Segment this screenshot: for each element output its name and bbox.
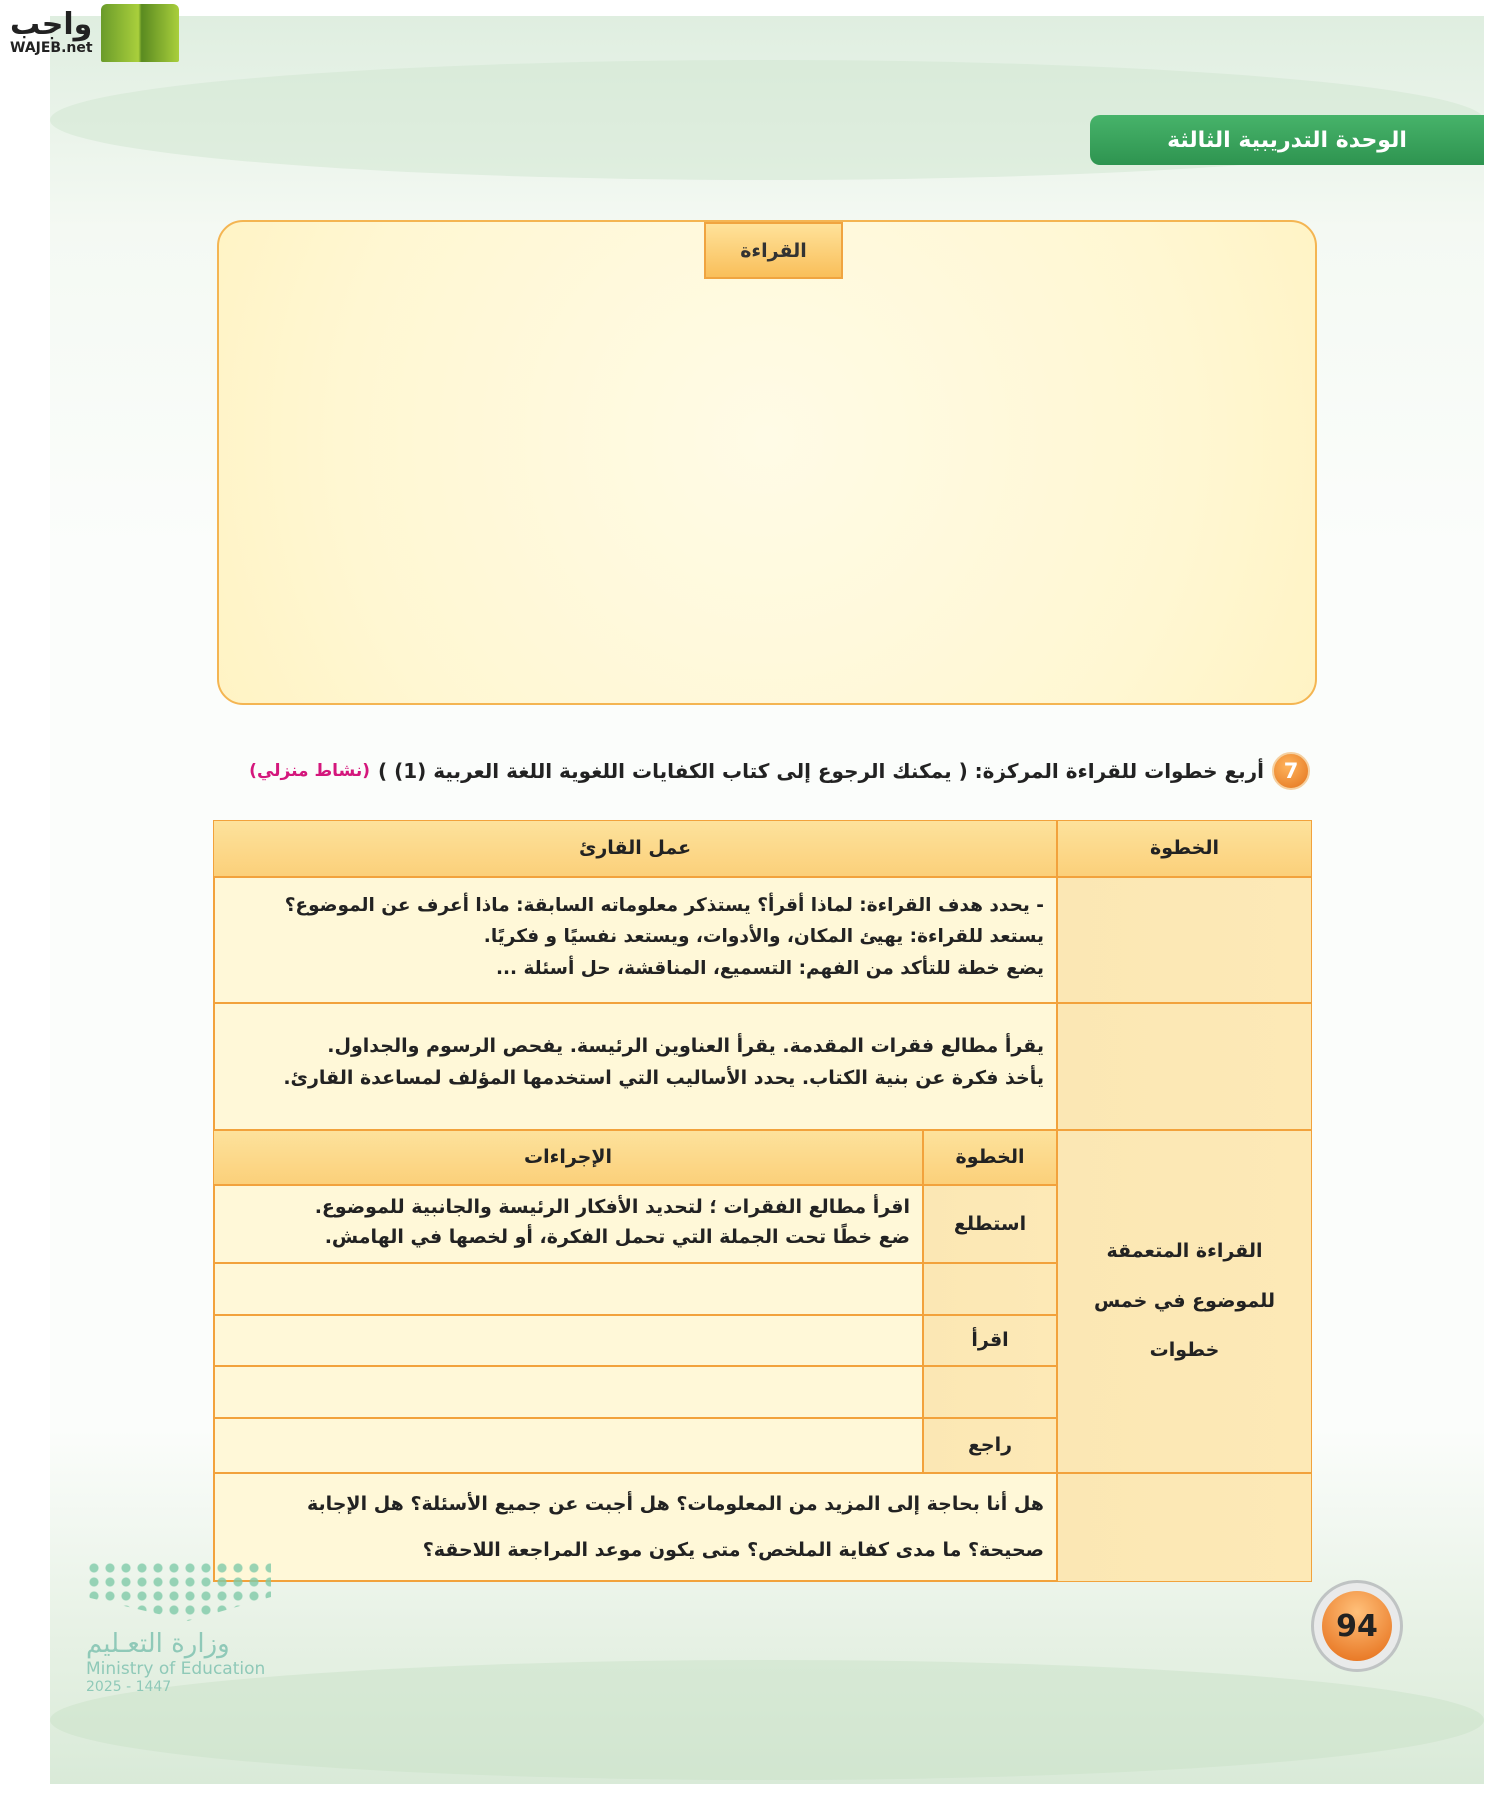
ministry-name-en: Ministry of Education	[86, 1659, 266, 1679]
ministry-name-ar: وزارة التعـليم	[86, 1629, 230, 1659]
substep-4-actions[interactable]	[213, 1366, 923, 1418]
row2-step[interactable]	[1057, 1003, 1312, 1130]
row4-step[interactable]	[1057, 1473, 1312, 1582]
subheader-step: الخطوة	[923, 1130, 1057, 1185]
substep-2-actions[interactable]	[213, 1263, 923, 1315]
unit-banner: الوحدة التدريبية الثالثة	[1090, 115, 1484, 165]
text-line: يستعد للقراءة: يهيئ المكان، والأدوات، ويستعد نفسيًا و فكريًا.	[483, 926, 1044, 948]
text-line: يضع خطة للتأكد من الفهم: التسميع، المناقشة، حل أسئلة ...	[495, 957, 1044, 979]
row3-step: القراءة المتعمقة للموضوع في خمس خطوات	[1057, 1130, 1312, 1473]
question-number: 7	[1272, 752, 1310, 790]
book-icon	[101, 4, 179, 62]
text-line: يأخذ فكرة عن بنية الكتاب. يحدد الأساليب التي استخدمها المؤلف لمساعدة القارئ.	[283, 1067, 1044, 1090]
substep-read: اقرأ	[923, 1315, 1057, 1366]
row1-work	[213, 877, 1057, 1003]
header-step: الخطوة	[1057, 820, 1312, 877]
substep-survey-actions	[213, 1185, 923, 1263]
row4-work	[213, 1473, 1057, 1582]
row2-work	[213, 1003, 1057, 1130]
text-line: ضع خطًا تحت الجملة التي تحمل الفكرة، أو لخصها في الهامش.	[324, 1226, 910, 1249]
logo-text: واجب	[10, 7, 93, 42]
question-text: أربع خطوات للقراءة المركزة: ( يمكنك الرجوع إلى كتاب الكفايات اللغوية اللغة العربية (1) )	[377, 759, 1264, 783]
reading-box-label: القراءة	[704, 222, 843, 279]
substep-survey: استطلع	[923, 1185, 1057, 1263]
subheader-actions: الإجراءات	[213, 1130, 923, 1185]
text-line: اقرأ مطالع الفقرات ؛ لتحديد الأفكار الرئيسة والجانبية للموضوع.	[314, 1196, 910, 1218]
page-number-badge	[1311, 1580, 1403, 1672]
row1-step[interactable]	[1057, 877, 1312, 1003]
page-number: 94	[1322, 1591, 1392, 1661]
substep-review-actions[interactable]	[213, 1418, 923, 1473]
text-line: - يحدد هدف القراءة: لماذا أقرأ؟ يستذكر معلوماته السابقة: ماذا أعرف عن الموضوع؟	[284, 895, 1044, 916]
question-7	[249, 752, 1310, 790]
ministry-logo	[86, 1561, 271, 1695]
wajeb-logo	[10, 4, 179, 62]
header-reader-work: عمل القارئ	[213, 820, 1057, 877]
substep-review: راجع	[923, 1418, 1057, 1473]
ministry-year: 2025 - 1447	[86, 1679, 172, 1695]
substep-4[interactable]	[923, 1366, 1057, 1418]
home-activity-note: (نشاط منزلي)	[249, 761, 370, 781]
substep-2[interactable]	[923, 1263, 1057, 1315]
reading-box	[217, 220, 1317, 705]
text-line: يقرأ مطالع فقرات المقدمة. يقرأ العناوين الرئيسة. يفحص الرسوم والجداول.	[327, 1035, 1044, 1057]
logo-subtext: WAJEB.net	[10, 40, 93, 56]
substep-read-actions[interactable]	[213, 1315, 923, 1366]
text-line: صحيحة؟ ما مدى كفاية الملخص؟ متى يكون موعد المراجعة اللاحقة؟	[422, 1538, 1044, 1561]
text-line: هل أنا بحاجة إلى المزيد من المعلومات؟ هل أجبت عن جميع الأسئلة؟ هل الإجابة	[306, 1493, 1044, 1515]
ministry-dots-icon	[86, 1561, 271, 1621]
